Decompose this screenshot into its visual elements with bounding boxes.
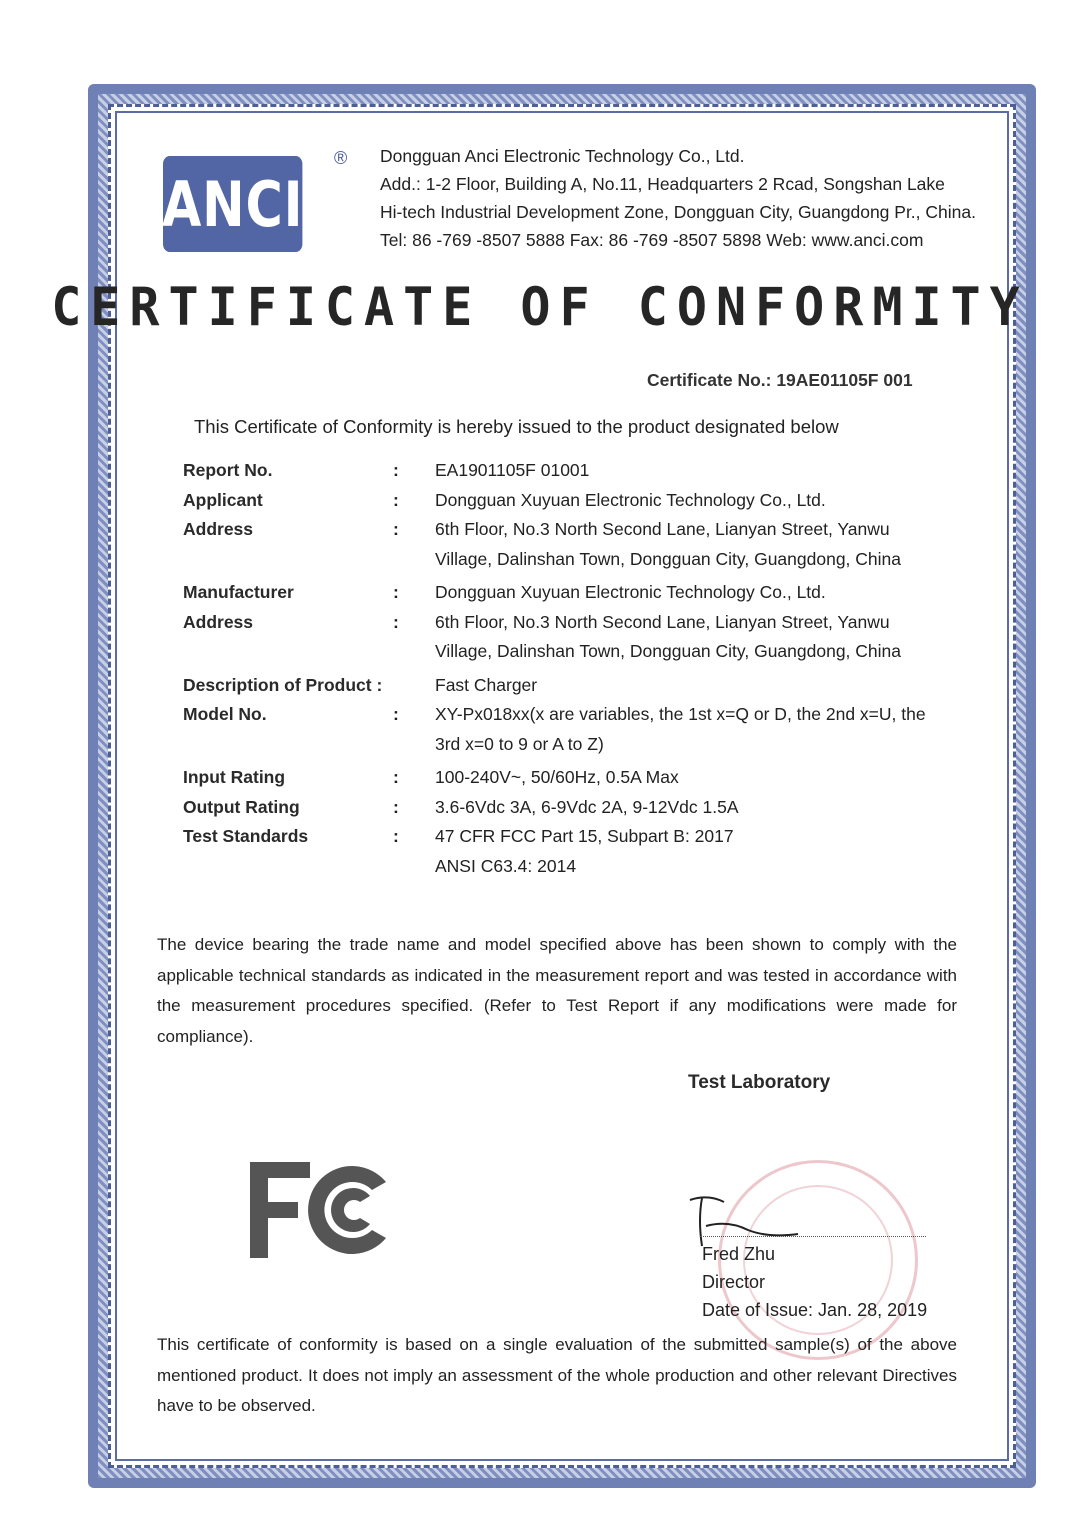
field-colon — [393, 671, 435, 701]
field-value — [435, 763, 963, 793]
field-value — [435, 793, 963, 823]
field-value-line: Fast Charger — [435, 674, 538, 695]
disclaimer-text: This certificate of conformity is based on a single evaluation of the submitted sample(s) of the above mentioned product. It does not imply an assessment of the whole production and other relevant Directives have to be observed. — [157, 1335, 957, 1415]
field-value-line: XY-Px018xx(x are variables, the 1st x=Q or D, the 2nd x=U, the — [435, 704, 926, 724]
field-row — [183, 515, 963, 574]
field-row — [183, 578, 963, 608]
field-row — [183, 700, 963, 759]
field-label: Address — [183, 519, 254, 539]
field-row — [183, 608, 963, 667]
certificate-number: Certificate No.: 19AE01105F 001 — [647, 370, 913, 390]
field-colon: : — [393, 611, 399, 632]
field-value-line: Dongguan Xuyuan Electronic Technology Co., Ltd. — [435, 489, 826, 510]
field-label: Manufacturer — [183, 582, 294, 602]
field-value-line: 6th Floor, No.3 North Second Lane, Lianyan Street, Yanwu — [435, 519, 890, 539]
field-value-line: 47 CFR FCC Part 15, Subpart B: 2017 — [435, 826, 734, 846]
field-label: Applicant — [183, 489, 263, 510]
field-label: Model No. — [183, 704, 267, 724]
issuer-info — [380, 142, 976, 254]
field-value — [435, 456, 963, 486]
field-value-line: ANSI C63.4: 2014 — [435, 855, 577, 876]
field-colon: : — [393, 489, 399, 510]
issuer-name: Dongguan Anci Electronic Technology Co., Ltd. — [380, 146, 745, 166]
intro-text: This Certificate of Conformity is hereby issued to the product designated below — [194, 416, 839, 437]
signatory-title: Director — [702, 1272, 766, 1292]
field-value — [435, 700, 963, 759]
field-value-line: 3rd x=0 to 9 or A to Z) — [435, 733, 604, 754]
test-laboratory-label: Test Laboratory — [688, 1072, 831, 1093]
field-row — [183, 822, 963, 881]
field-colon: : — [393, 519, 399, 539]
field-value — [435, 515, 963, 574]
field-label: Input Rating — [183, 767, 286, 787]
field-label: Report No. — [183, 460, 273, 480]
field-value-line: Village, Dalinshan Town, Dongguan City, Guangdong, China — [435, 548, 902, 569]
registered-mark: ® — [334, 148, 348, 168]
field-value-line: 3.6-6Vdc 3A, 6-9Vdc 2A, 9-12Vdc 1.5A — [435, 796, 739, 817]
field-colon: : — [393, 582, 399, 602]
issuer-address-2: Hi-tech Industrial Development Zone, Dongguan City, Guangdong Pr., China. — [380, 202, 976, 222]
field-value — [435, 486, 963, 516]
signatory-name: Fred Zhu — [702, 1244, 776, 1264]
field-label: Output Rating — [183, 796, 300, 817]
issuer-address-1: Add.: 1-2 Floor, Building A, No.11, Headquarters 2 Rcad, Songshan Lake — [380, 174, 945, 194]
field-colon: : — [393, 460, 399, 480]
field-row — [183, 793, 963, 823]
field-row — [183, 671, 963, 701]
field-value-line: EA1901105F 01001 — [435, 460, 590, 480]
issuer-contact: Tel: 86 -769 -8507 5888 Fax: 86 -769 -8507 5898 Web: www.anci.com — [380, 230, 924, 250]
field-row — [183, 456, 963, 486]
certificate-title: CERTIFICATE OF CONFORMITY — [51, 276, 1029, 338]
signature — [688, 1190, 808, 1250]
field-label: Address — [183, 611, 254, 632]
field-value — [435, 608, 963, 667]
field-value-line: 6th Floor, No.3 North Second Lane, Lianyan Street, Yanwu — [435, 611, 890, 632]
field-colon: : — [393, 767, 399, 787]
field-value — [435, 822, 963, 881]
field-value — [435, 671, 963, 701]
field-row — [183, 763, 963, 793]
field-value-line: Village, Dalinshan Town, Dongguan City, Guangdong, China — [435, 641, 902, 661]
field-value-line: 100-240V~, 50/60Hz, 0.5A Max — [435, 767, 679, 787]
signature-line — [700, 1236, 926, 1237]
fcc-logo-icon — [248, 1160, 388, 1260]
field-value-line: Dongguan Xuyuan Electronic Technology Co., Ltd. — [435, 582, 826, 602]
field-colon: : — [393, 704, 399, 724]
field-row — [183, 486, 963, 516]
field-label: Description of Product : — [183, 674, 383, 695]
product-fields — [183, 456, 963, 881]
field-label: Test Standards — [183, 826, 309, 846]
field-colon: : — [393, 826, 399, 846]
date-of-issue: Date of Issue: Jan. 28, 2019 — [702, 1300, 928, 1320]
field-colon: : — [393, 796, 399, 817]
compliance-text: The device bearing the trade name and model specified above has been shown to comply with the applicable technical standards as indicated in the measurement report and was tested in accordance with the measurement procedures specified. (Refer to Test Report if any modifications were made for compliance). — [157, 935, 957, 1046]
anci-logo: ANCI — [163, 156, 302, 252]
field-value — [435, 578, 963, 608]
